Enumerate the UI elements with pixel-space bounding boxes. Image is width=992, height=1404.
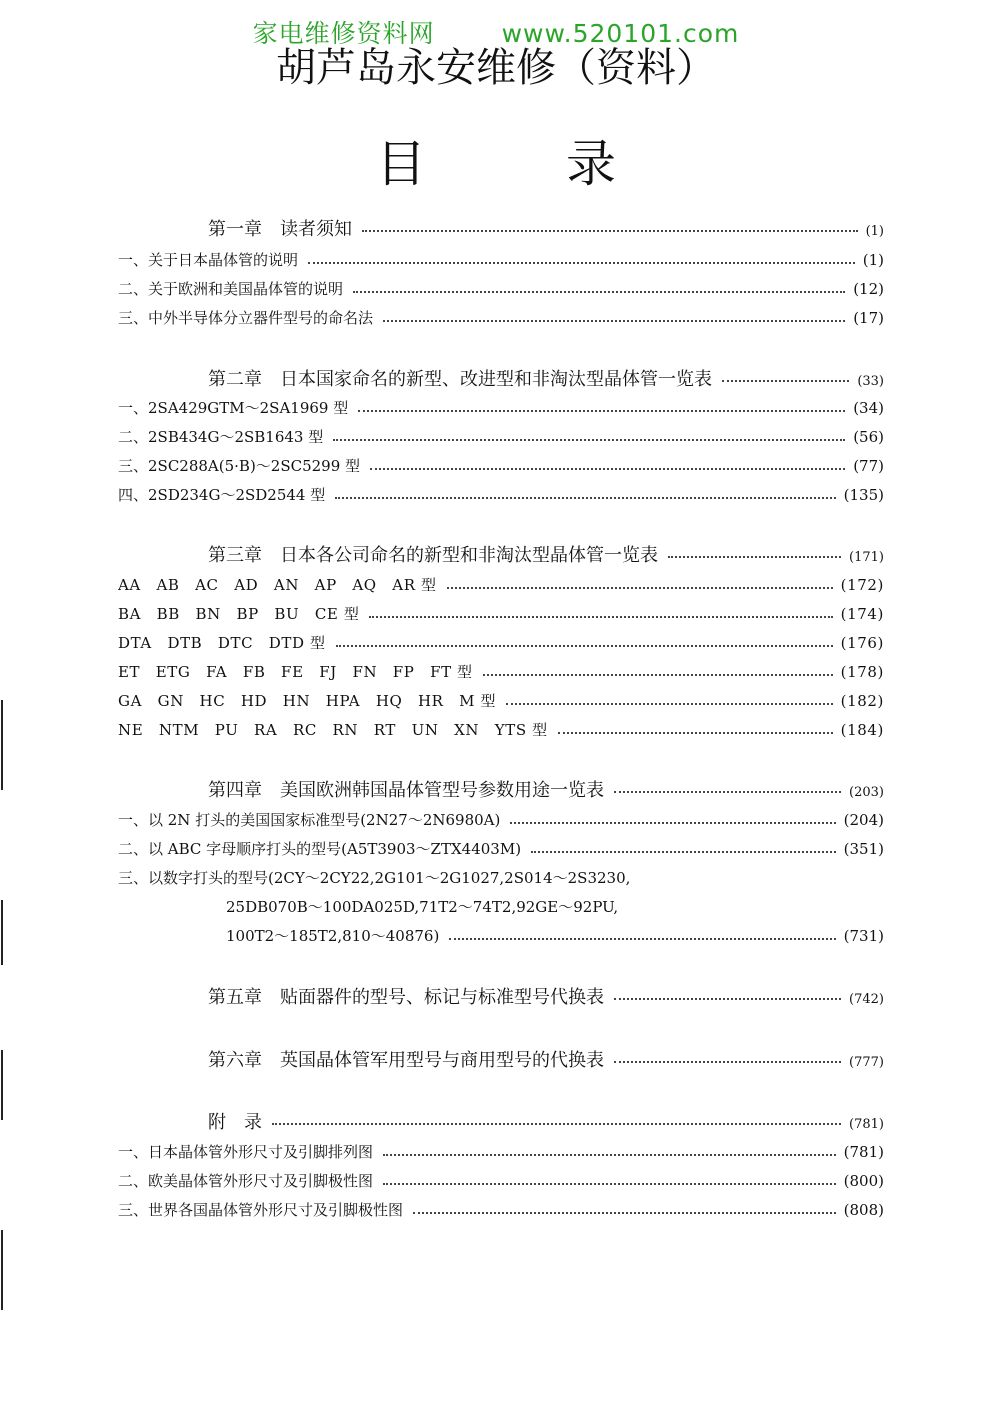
leader-dots xyxy=(614,791,841,793)
toc-entry[interactable] xyxy=(118,690,884,711)
toc-entry[interactable] xyxy=(118,249,884,270)
toc-label: 第三章 日本各公司命名的新型和非淘汰型晶体管一览表 xyxy=(208,545,658,566)
toc-entry-multiline-line-1: 三、以数字打头的型号(2CY～2CY22,2G101～2G1027,2S014～2S3230, xyxy=(118,869,631,887)
toc-page: (1) xyxy=(865,224,884,239)
leader-dots xyxy=(370,468,845,470)
leader-dots xyxy=(333,439,845,441)
toc-chapter-4[interactable] xyxy=(208,776,884,802)
toc-page: (781) xyxy=(843,1143,884,1161)
scan-margin-line xyxy=(1,700,3,790)
leader-dots xyxy=(614,998,841,1000)
toc-entry-multiline-line-2: 25DB070B～100DA025D,71T2～74T2,92GE～92PU, xyxy=(226,898,619,916)
toc-page: (800) xyxy=(843,1172,884,1190)
toc-entry[interactable] xyxy=(118,1170,884,1191)
toc-label: DTA DTB DTC DTD 型 xyxy=(118,634,326,652)
toc-label: 第二章 日本国家命名的新型、改进型和非淘汰型晶体管一览表 xyxy=(208,369,712,390)
toc-page: (171) xyxy=(849,550,884,565)
leader-dots xyxy=(383,1154,836,1156)
toc-heading-char-1: 目 xyxy=(376,135,427,193)
watermark-site-name: 家电维修资料网 xyxy=(252,19,435,48)
toc-chapter-6[interactable] xyxy=(208,1046,884,1072)
toc-label: GA GN HC HD HN HPA HQ HR M 型 xyxy=(118,692,497,710)
toc-label: 四、2SD234G～2SD2544 型 xyxy=(118,486,326,504)
toc-page: (56) xyxy=(853,428,884,446)
toc-entry[interactable] xyxy=(118,426,884,447)
toc-page: (204) xyxy=(843,811,884,829)
toc-label: 第四章 美国欧洲韩国晶体管型号参数用途一览表 xyxy=(208,780,604,801)
toc-entry[interactable] xyxy=(118,632,884,653)
toc-page: (178) xyxy=(840,663,884,681)
toc-label: 附 录 xyxy=(208,1112,262,1133)
leader-dots xyxy=(383,320,845,322)
toc-label: ET ETG FA FB FE FJ FN FP FT 型 xyxy=(118,663,473,681)
toc-label: 二、以 ABC 字母顺序打头的型号(A5T3903～ZTX4403M) xyxy=(118,840,522,858)
toc-entry[interactable] xyxy=(118,603,884,624)
toc-chapter-5[interactable] xyxy=(208,983,884,1009)
toc-entry[interactable] xyxy=(118,838,884,859)
toc-label: 二、2SB434G～2SB1643 型 xyxy=(118,428,324,446)
toc-page: (731) xyxy=(843,927,884,945)
toc-label: 一、关于日本晶体管的说明 xyxy=(118,251,299,269)
toc-label: NE NTM PU RA RC RN RT UN XN YTS 型 xyxy=(118,721,548,739)
toc-page: (742) xyxy=(849,992,884,1007)
toc-page: (176) xyxy=(840,634,884,652)
scan-margin-line xyxy=(1,1230,3,1310)
toc-chapter-3[interactable] xyxy=(208,541,884,567)
toc-label: 一、日本晶体管外形尺寸及引脚排列图 xyxy=(118,1143,374,1161)
leader-dots xyxy=(558,732,833,734)
leader-dots xyxy=(614,1061,841,1063)
leader-dots xyxy=(308,262,855,264)
toc-entry[interactable] xyxy=(118,307,884,328)
toc-page: (33) xyxy=(857,374,884,389)
toc-label: 三、中外半导体分立器件型号的命名法 xyxy=(118,309,374,327)
toc-page: (172) xyxy=(840,576,884,594)
leader-dots xyxy=(449,938,835,940)
leader-dots xyxy=(668,556,841,558)
leader-dots xyxy=(483,674,833,676)
toc-label: 第六章 英国晶体管军用型号与商用型号的代换表 xyxy=(208,1050,604,1071)
toc-entry[interactable] xyxy=(118,397,884,418)
toc-heading xyxy=(0,124,992,196)
toc-entry[interactable] xyxy=(118,484,884,505)
document-title: 胡芦岛永安维修（资料） xyxy=(276,45,716,91)
leader-dots xyxy=(722,380,849,382)
toc-page: (1) xyxy=(862,251,884,269)
toc-page: (808) xyxy=(843,1201,884,1219)
leader-dots xyxy=(335,497,835,499)
leader-dots xyxy=(272,1123,841,1125)
toc-label: 一、以 2N 打头的美国国家标准型号(2N27～2N6980A) xyxy=(118,811,501,829)
toc-page: (777) xyxy=(849,1055,884,1070)
leader-dots xyxy=(531,851,836,853)
leader-dots xyxy=(362,230,858,232)
toc-entry[interactable] xyxy=(118,661,884,682)
leader-dots xyxy=(510,822,835,824)
toc-label: 一、2SA429GTM～2SA1969 型 xyxy=(118,399,349,417)
toc-page: (174) xyxy=(840,605,884,623)
toc-page: (781) xyxy=(849,1117,884,1132)
toc-label: 三、2SC288A(5·B)～2SC5299 型 xyxy=(118,457,361,475)
toc-label: 二、欧美晶体管外形尺寸及引脚极性图 xyxy=(118,1172,374,1190)
toc-label: 第一章 读者须知 xyxy=(208,219,352,240)
toc-page: (351) xyxy=(843,840,884,858)
leader-dots xyxy=(506,703,833,705)
toc-heading-char-2: 录 xyxy=(565,135,616,193)
toc-page: (12) xyxy=(853,280,884,298)
toc-page: (34) xyxy=(853,399,884,417)
toc-entry[interactable] xyxy=(118,719,884,740)
leader-dots xyxy=(336,645,833,647)
leader-dots xyxy=(413,1212,836,1214)
leader-dots xyxy=(358,410,845,412)
toc-entry[interactable] xyxy=(118,574,884,595)
toc-label: 第五章 贴面器件的型号、标记与标准型号代换表 xyxy=(208,987,604,1008)
scan-margin-line xyxy=(1,1050,3,1120)
toc-label: AA AB AC AD AN AP AQ AR 型 xyxy=(118,576,437,594)
toc-chapter-2[interactable] xyxy=(208,365,884,391)
toc-entry[interactable] xyxy=(226,925,884,946)
toc-entry[interactable] xyxy=(118,278,884,299)
toc-entry[interactable] xyxy=(118,1141,884,1162)
watermark xyxy=(0,14,992,50)
toc-page: (203) xyxy=(849,785,884,800)
toc-entry[interactable] xyxy=(118,455,884,476)
toc-page: (182) xyxy=(840,692,884,710)
toc-entry[interactable] xyxy=(118,1199,884,1220)
toc-page: (17) xyxy=(853,309,884,327)
leader-dots xyxy=(447,587,833,589)
toc-entry[interactable] xyxy=(118,809,884,830)
toc-chapter-1[interactable] xyxy=(208,215,884,241)
toc-page: (135) xyxy=(843,486,884,504)
toc-appendix[interactable] xyxy=(208,1108,884,1134)
toc-page: (77) xyxy=(853,457,884,475)
toc-label: BA BB BN BP BU CE 型 xyxy=(118,605,360,623)
leader-dots xyxy=(353,291,845,293)
leader-dots xyxy=(369,616,832,618)
watermark-url: www.520101.com xyxy=(501,19,740,48)
scan-margin-line xyxy=(1,900,3,965)
leader-dots xyxy=(383,1183,836,1185)
toc-label: 二、关于欧洲和美国晶体管的说明 xyxy=(118,280,344,298)
toc-label: 三、世界各国晶体管外形尺寸及引脚极性图 xyxy=(118,1201,404,1219)
toc-page: (184) xyxy=(840,721,884,739)
toc-label: 100T2～185T2,810～40876) xyxy=(226,927,440,945)
